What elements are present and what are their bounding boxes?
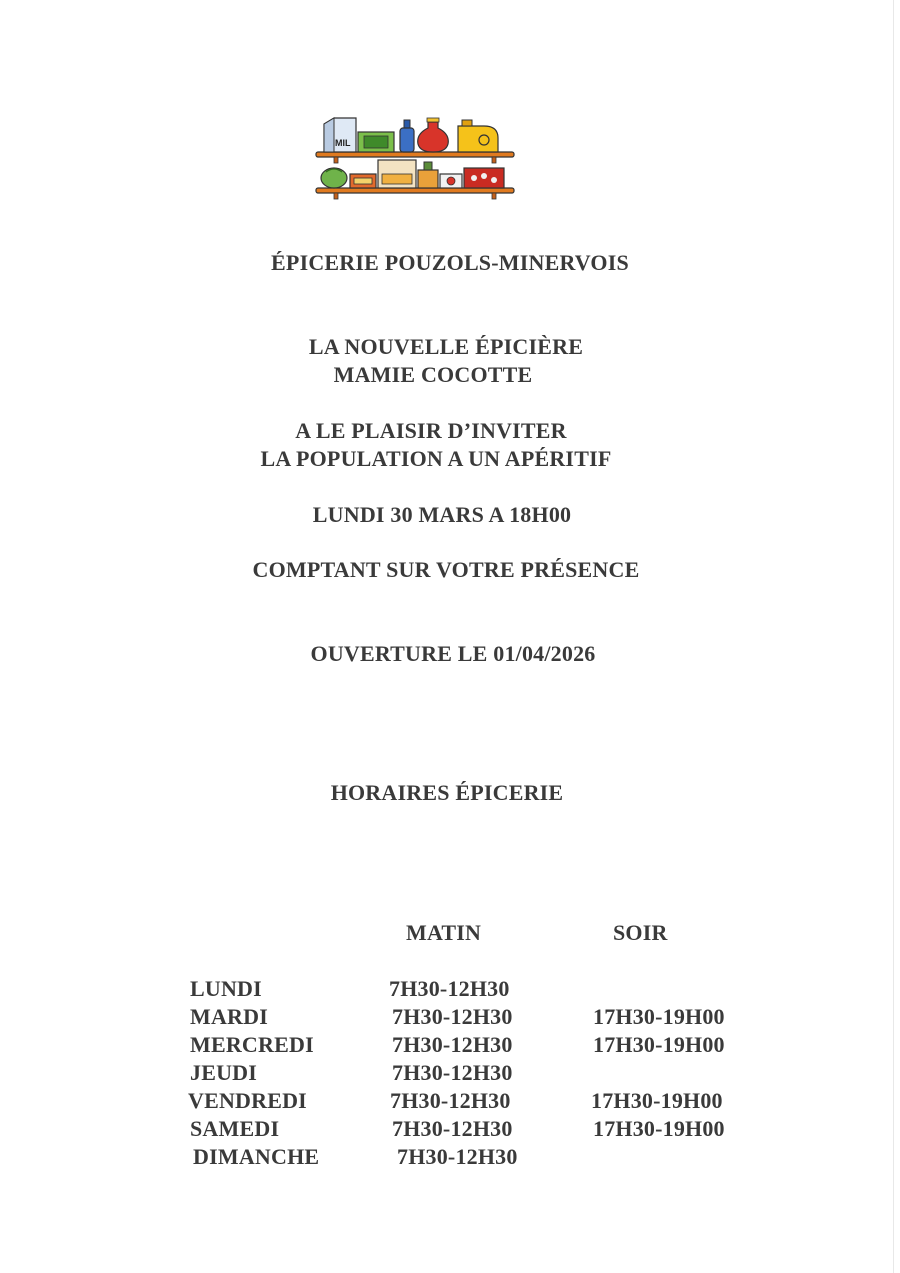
carton-label: MIL: [335, 138, 351, 148]
day-label: VENDREDI: [188, 1088, 307, 1113]
page-edge-line: [893, 0, 894, 1273]
morning-hours: 7H30-12H30: [390, 1088, 511, 1113]
morning-hours: 7H30-12H30: [392, 1032, 513, 1057]
event-date-line: LUNDI 30 MARS A 18H00: [312, 502, 572, 527]
morning-hours: 7H30-12H30: [392, 1116, 513, 1141]
day-label: MERCREDI: [190, 1032, 314, 1057]
grocery-shelf-icon: [312, 112, 518, 200]
morning-hours: 7H30-12H30: [392, 1004, 513, 1029]
day-label: JEUDI: [190, 1060, 258, 1085]
announcement-line-2: MAMIE COCOTTE: [333, 362, 533, 387]
announcement-line-1: LA NOUVELLE ÉPICIÈRE: [308, 334, 584, 359]
evening-hours: 17H30-19H00: [593, 1032, 725, 1057]
day-label: DIMANCHE: [193, 1144, 320, 1169]
closing-line: COMPTANT SUR VOTRE PRÉSENCE: [252, 557, 640, 582]
opening-date-line: OUVERTURE LE 01/04/2026: [310, 641, 596, 666]
schedule-title: HORAIRES ÉPICERIE: [330, 780, 564, 805]
announcement-line-4: LA POPULATION A UN APÉRITIF: [260, 446, 612, 471]
evening-hours: 17H30-19H00: [593, 1116, 725, 1141]
day-label: MARDI: [190, 1004, 268, 1029]
day-label: LUNDI: [190, 976, 262, 1001]
column-header-evening: SOIR: [613, 920, 668, 945]
day-label: SAMEDI: [190, 1116, 280, 1141]
morning-hours: 7H30-12H30: [392, 1060, 513, 1085]
shop-name-heading: ÉPICERIE POUZOLS-MINERVOIS: [271, 250, 629, 275]
milk-carton-icon: [324, 118, 356, 152]
announcement-line-3: A LE PLAISIR D’INVITER: [295, 418, 567, 443]
column-header-morning: MATIN: [406, 920, 482, 945]
morning-hours: 7H30-12H30: [389, 976, 510, 1001]
evening-hours: 17H30-19H00: [593, 1004, 725, 1029]
morning-hours: 7H30-12H30: [397, 1144, 518, 1169]
evening-hours: 17H30-19H00: [591, 1088, 723, 1113]
